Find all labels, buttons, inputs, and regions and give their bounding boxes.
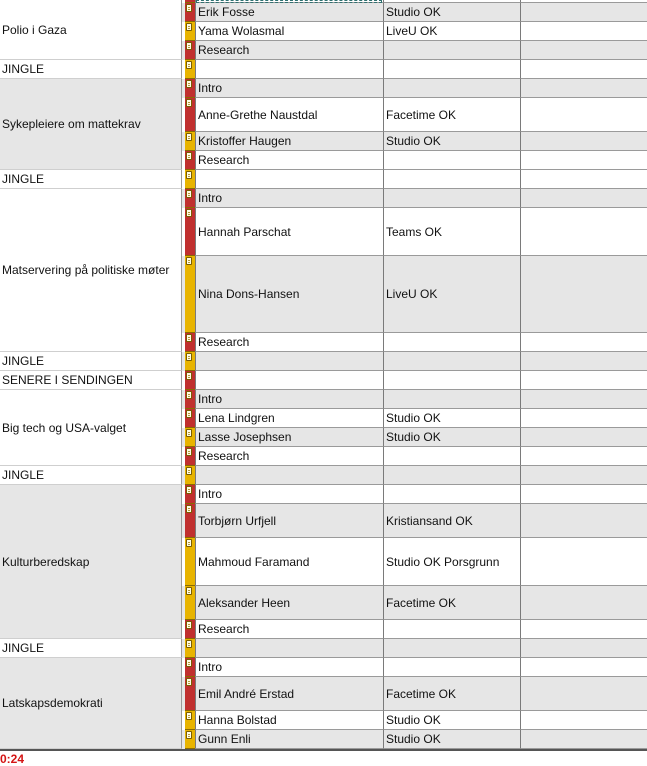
- marker-strip: [185, 170, 195, 189]
- marker-strip: [185, 428, 195, 447]
- extra-cell[interactable]: [520, 208, 647, 256]
- extra-cell[interactable]: [520, 711, 647, 730]
- status-cell[interactable]: Facetime OK: [383, 98, 520, 132]
- document-icon[interactable]: [186, 587, 192, 595]
- extra-cell[interactable]: [520, 409, 647, 428]
- status-cell[interactable]: [383, 447, 520, 466]
- extra-cell[interactable]: [520, 352, 647, 371]
- table-row[interactable]: [182, 208, 647, 256]
- document-icon[interactable]: [186, 23, 192, 31]
- segment-title[interactable]: JINGLE: [0, 60, 182, 79]
- table-row[interactable]: [182, 586, 647, 620]
- status-cell[interactable]: Studio OK: [383, 3, 520, 22]
- segment-title[interactable]: Latskapsdemokrati: [0, 658, 182, 749]
- table-row[interactable]: [182, 428, 647, 447]
- marker-strip: [185, 730, 195, 749]
- segment-title[interactable]: JINGLE: [0, 352, 182, 371]
- segment-title[interactable]: Matservering på politiske møter: [0, 189, 182, 352]
- table-row[interactable]: [182, 639, 647, 658]
- extra-cell[interactable]: [520, 371, 647, 390]
- document-icon[interactable]: [186, 42, 192, 50]
- table-bottom-border: [0, 749, 647, 751]
- marker-strip: [185, 41, 195, 60]
- extra-cell[interactable]: [520, 639, 647, 658]
- segment-title[interactable]: Kulturberedskap: [0, 485, 182, 639]
- extra-cell[interactable]: [520, 485, 647, 504]
- status-cell[interactable]: LiveU OK: [383, 256, 520, 333]
- table-row[interactable]: [182, 485, 647, 504]
- status-cell[interactable]: [383, 170, 520, 189]
- name-cell[interactable]: Lasse Josephsen: [195, 428, 383, 447]
- marker-strip: [185, 504, 195, 538]
- name-cell[interactable]: Torbjørn Urfjell: [195, 504, 383, 538]
- document-icon[interactable]: [186, 152, 192, 160]
- extra-cell[interactable]: [520, 132, 647, 151]
- name-cell[interactable]: [195, 371, 383, 390]
- document-icon[interactable]: [186, 712, 192, 720]
- status-cell[interactable]: [383, 658, 520, 677]
- extra-cell[interactable]: [520, 41, 647, 60]
- document-icon[interactable]: [186, 391, 192, 399]
- extra-cell[interactable]: [520, 256, 647, 333]
- status-cell[interactable]: Facetime OK: [383, 677, 520, 711]
- status-cell[interactable]: [383, 639, 520, 658]
- document-icon[interactable]: [186, 467, 192, 475]
- marker-strip: [185, 677, 195, 711]
- status-cell[interactable]: Studio OK: [383, 730, 520, 749]
- segment-title[interactable]: Polio i Gaza: [0, 0, 182, 60]
- marker-strip: [185, 60, 195, 79]
- name-cell[interactable]: Anne-Grethe Naustdal: [195, 98, 383, 132]
- document-icon[interactable]: [186, 429, 192, 437]
- table-row[interactable]: [182, 189, 647, 208]
- extra-cell[interactable]: [520, 170, 647, 189]
- document-icon[interactable]: [186, 209, 192, 217]
- name-cell[interactable]: [195, 466, 383, 485]
- name-cell[interactable]: Gunn Enli: [195, 730, 383, 749]
- marker-strip: [185, 256, 195, 333]
- footer-time: 0:24: [0, 752, 25, 766]
- marker-strip: [185, 447, 195, 466]
- extra-cell[interactable]: [520, 151, 647, 170]
- marker-strip: [185, 409, 195, 428]
- segment-title[interactable]: JINGLE: [0, 170, 182, 189]
- status-cell[interactable]: [383, 151, 520, 170]
- extra-cell[interactable]: [520, 658, 647, 677]
- marker-strip: [185, 639, 195, 658]
- name-cell[interactable]: Yama Wolasmal: [195, 22, 383, 41]
- marker-strip: [185, 711, 195, 730]
- marker-strip: [185, 189, 195, 208]
- document-icon[interactable]: [186, 372, 192, 380]
- extra-cell[interactable]: [520, 730, 647, 749]
- segment-title[interactable]: SENERE I SENDINGEN: [0, 371, 182, 390]
- table-row[interactable]: [182, 41, 647, 60]
- marker-strip: [185, 352, 195, 371]
- table-row[interactable]: [182, 658, 647, 677]
- status-cell[interactable]: Studio OK Porsgrunn: [383, 538, 520, 586]
- extra-cell[interactable]: [520, 98, 647, 132]
- name-cell[interactable]: Aleksander Heen: [195, 586, 383, 620]
- table-row[interactable]: [182, 371, 647, 390]
- name-cell[interactable]: Kristoffer Haugen: [195, 132, 383, 151]
- table-row[interactable]: [182, 256, 647, 333]
- status-cell[interactable]: [383, 333, 520, 352]
- table-row[interactable]: [182, 677, 647, 711]
- extra-cell[interactable]: [520, 620, 647, 639]
- document-icon[interactable]: [186, 539, 192, 547]
- extra-cell[interactable]: [520, 189, 647, 208]
- name-cell[interactable]: [195, 60, 383, 79]
- status-cell[interactable]: [383, 189, 520, 208]
- status-cell[interactable]: Studio OK: [383, 409, 520, 428]
- status-cell[interactable]: [383, 371, 520, 390]
- status-cell[interactable]: [383, 60, 520, 79]
- extra-cell[interactable]: [520, 22, 647, 41]
- extra-cell[interactable]: [520, 79, 647, 98]
- extra-cell[interactable]: [520, 3, 647, 22]
- table-row[interactable]: [182, 352, 647, 371]
- document-icon[interactable]: [186, 99, 192, 107]
- table-row[interactable]: [182, 151, 647, 170]
- name-cell[interactable]: Erik Fosse: [195, 3, 383, 22]
- status-cell[interactable]: [383, 390, 520, 409]
- status-cell[interactable]: Facetime OK: [383, 586, 520, 620]
- document-icon[interactable]: [186, 353, 192, 361]
- name-cell[interactable]: Research: [195, 41, 383, 60]
- marker-strip: [185, 79, 195, 98]
- table-row[interactable]: [182, 409, 647, 428]
- document-icon[interactable]: [186, 505, 192, 513]
- table-row[interactable]: [182, 390, 647, 409]
- segment-title[interactable]: JINGLE: [0, 639, 182, 658]
- segment-title[interactable]: JINGLE: [0, 466, 182, 485]
- name-cell[interactable]: Research: [195, 151, 383, 170]
- table-row[interactable]: [182, 170, 647, 189]
- extra-cell[interactable]: [520, 586, 647, 620]
- name-cell[interactable]: Intro: [195, 390, 383, 409]
- marker-strip: [185, 485, 195, 504]
- table-row[interactable]: [182, 620, 647, 639]
- table-row[interactable]: [182, 132, 647, 151]
- status-cell[interactable]: [383, 485, 520, 504]
- name-cell[interactable]: Hannah Parschat: [195, 208, 383, 256]
- segment-title[interactable]: Big tech og USA-valget: [0, 390, 182, 466]
- name-cell[interactable]: Nina Dons-Hansen: [195, 256, 383, 333]
- name-cell[interactable]: Research: [195, 447, 383, 466]
- document-icon[interactable]: [186, 410, 192, 418]
- status-cell[interactable]: LiveU OK: [383, 22, 520, 41]
- table-row[interactable]: [182, 466, 647, 485]
- extra-cell[interactable]: [520, 447, 647, 466]
- name-cell[interactable]: Lena Lindgren: [195, 409, 383, 428]
- document-icon[interactable]: [186, 4, 192, 12]
- marker-strip: [185, 538, 195, 586]
- name-cell[interactable]: Intro: [195, 658, 383, 677]
- marker-strip: [185, 586, 195, 620]
- table-row[interactable]: [182, 60, 647, 79]
- table-row[interactable]: [182, 711, 647, 730]
- table-row[interactable]: [182, 3, 647, 22]
- table-row[interactable]: [182, 447, 647, 466]
- marker-strip: [185, 390, 195, 409]
- marker-strip: [185, 371, 195, 390]
- extra-cell[interactable]: [520, 677, 647, 711]
- marker-strip: [185, 658, 195, 677]
- name-cell[interactable]: [195, 352, 383, 371]
- status-cell[interactable]: Studio OK: [383, 711, 520, 730]
- table-row[interactable]: [182, 98, 647, 132]
- name-cell[interactable]: Research: [195, 333, 383, 352]
- marker-strip: [185, 208, 195, 256]
- segment-title[interactable]: Sykepleiere om mattekrav: [0, 79, 182, 170]
- status-cell[interactable]: Teams OK: [383, 208, 520, 256]
- marker-strip: [185, 466, 195, 485]
- table-row[interactable]: [182, 504, 647, 538]
- status-cell[interactable]: Studio OK: [383, 132, 520, 151]
- document-icon[interactable]: [186, 171, 192, 179]
- status-cell[interactable]: [383, 352, 520, 371]
- table-row[interactable]: [182, 333, 647, 352]
- document-icon[interactable]: [186, 190, 192, 198]
- marker-strip: [185, 620, 195, 639]
- name-cell[interactable]: Mahmoud Faramand: [195, 538, 383, 586]
- status-cell[interactable]: [383, 41, 520, 60]
- extra-cell[interactable]: [520, 466, 647, 485]
- document-icon[interactable]: [186, 731, 192, 739]
- document-icon[interactable]: [186, 334, 192, 342]
- status-cell[interactable]: [383, 466, 520, 485]
- document-icon[interactable]: [186, 257, 192, 265]
- extra-cell[interactable]: [520, 333, 647, 352]
- marker-strip: [185, 3, 195, 22]
- table-row[interactable]: [182, 22, 647, 41]
- table-row[interactable]: [182, 79, 647, 98]
- document-icon[interactable]: [186, 640, 192, 648]
- marker-strip: [185, 132, 195, 151]
- marker-strip: [185, 22, 195, 41]
- name-cell[interactable]: [195, 639, 383, 658]
- name-cell[interactable]: Emil André Erstad: [195, 677, 383, 711]
- status-cell[interactable]: Kristiansand OK: [383, 504, 520, 538]
- status-cell[interactable]: [383, 620, 520, 639]
- name-cell[interactable]: Intro: [195, 189, 383, 208]
- extra-cell[interactable]: [520, 428, 647, 447]
- document-icon[interactable]: [186, 448, 192, 456]
- name-cell[interactable]: Intro: [195, 485, 383, 504]
- document-icon[interactable]: [186, 659, 192, 667]
- extra-cell[interactable]: [520, 504, 647, 538]
- status-cell[interactable]: [383, 79, 520, 98]
- name-cell[interactable]: Research: [195, 620, 383, 639]
- status-cell[interactable]: Studio OK: [383, 428, 520, 447]
- table-row[interactable]: [182, 538, 647, 586]
- marker-strip: [185, 151, 195, 170]
- document-icon[interactable]: [186, 486, 192, 494]
- marker-strip: [185, 333, 195, 352]
- name-cell[interactable]: Hanna Bolstad: [195, 711, 383, 730]
- extra-cell[interactable]: [520, 390, 647, 409]
- marker-strip: [185, 98, 195, 132]
- name-cell[interactable]: [195, 170, 383, 189]
- document-icon[interactable]: [186, 621, 192, 629]
- document-icon[interactable]: [186, 61, 192, 69]
- document-icon[interactable]: [186, 133, 192, 141]
- table-row[interactable]: [182, 730, 647, 749]
- extra-cell[interactable]: [520, 538, 647, 586]
- document-icon[interactable]: [186, 678, 192, 686]
- document-icon[interactable]: [186, 80, 192, 88]
- name-cell[interactable]: Intro: [195, 79, 383, 98]
- extra-cell[interactable]: [520, 60, 647, 79]
